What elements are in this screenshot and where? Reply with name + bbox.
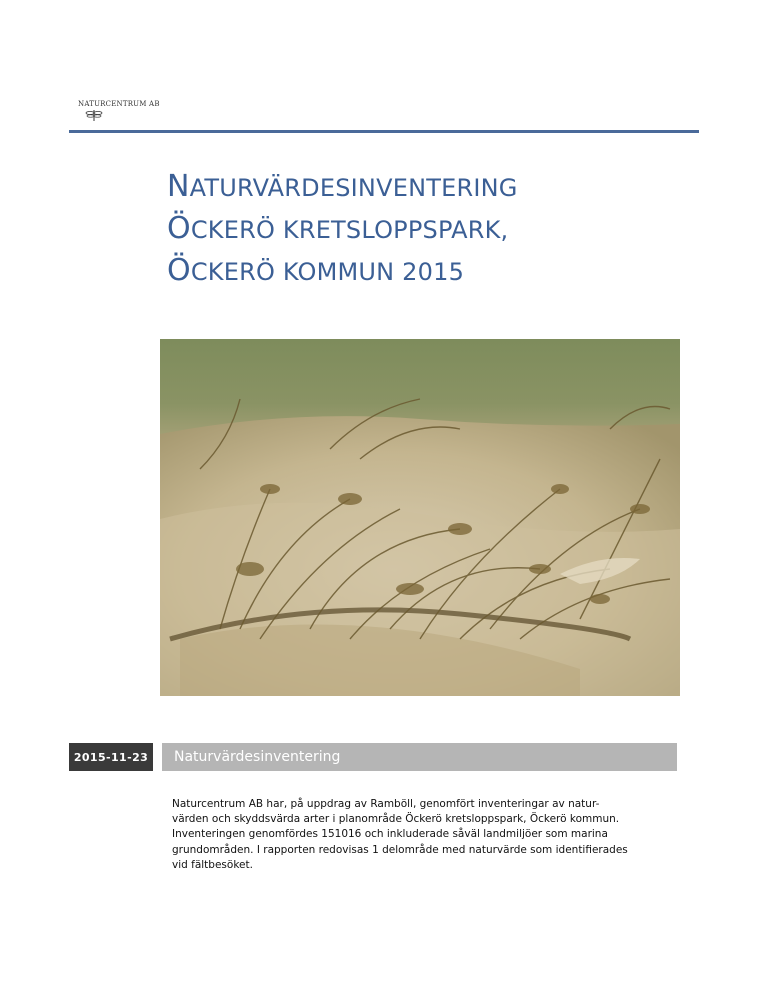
company-logo: [78, 100, 168, 126]
report-summary: [172, 797, 672, 873]
report-date: 2015-11-23: [69, 743, 153, 771]
seagrass-underwater-image: [160, 339, 680, 696]
title-line-2: ÖCKERÖ KRETSLOPPSPARK,: [167, 211, 509, 246]
summary-line-5: vid fältbesöket.: [172, 858, 253, 871]
dragonfly-icon: [84, 108, 104, 122]
report-title: [167, 169, 687, 298]
summary-line-2: värden och skyddsvärda arter i planområde Öckerö kretsloppspark, Öckerö kommun.: [172, 813, 620, 826]
cover-photo: [160, 339, 680, 696]
summary-line-3: Inventeringen genomfördes 151016 och inkluderade såväl landmiljöer som marina: [172, 828, 608, 841]
title-line-3: ÖCKERÖ KOMMUN 2015: [167, 253, 465, 288]
header-divider: [69, 130, 699, 133]
report-type-banner: Naturvärdesinventering: [162, 743, 677, 771]
title-line-1: NATURVÄRDESINVENTERING: [167, 169, 518, 204]
summary-line-1: Naturcentrum AB har, på uppdrag av Ramböll, genomfört inventeringar av natur-: [172, 798, 600, 810]
summary-line-4: grundområden. I rapporten redovisas 1 delområde med naturvärde som identifierades: [172, 843, 628, 856]
logo-text: NATURCENTRUM AB: [78, 100, 160, 108]
